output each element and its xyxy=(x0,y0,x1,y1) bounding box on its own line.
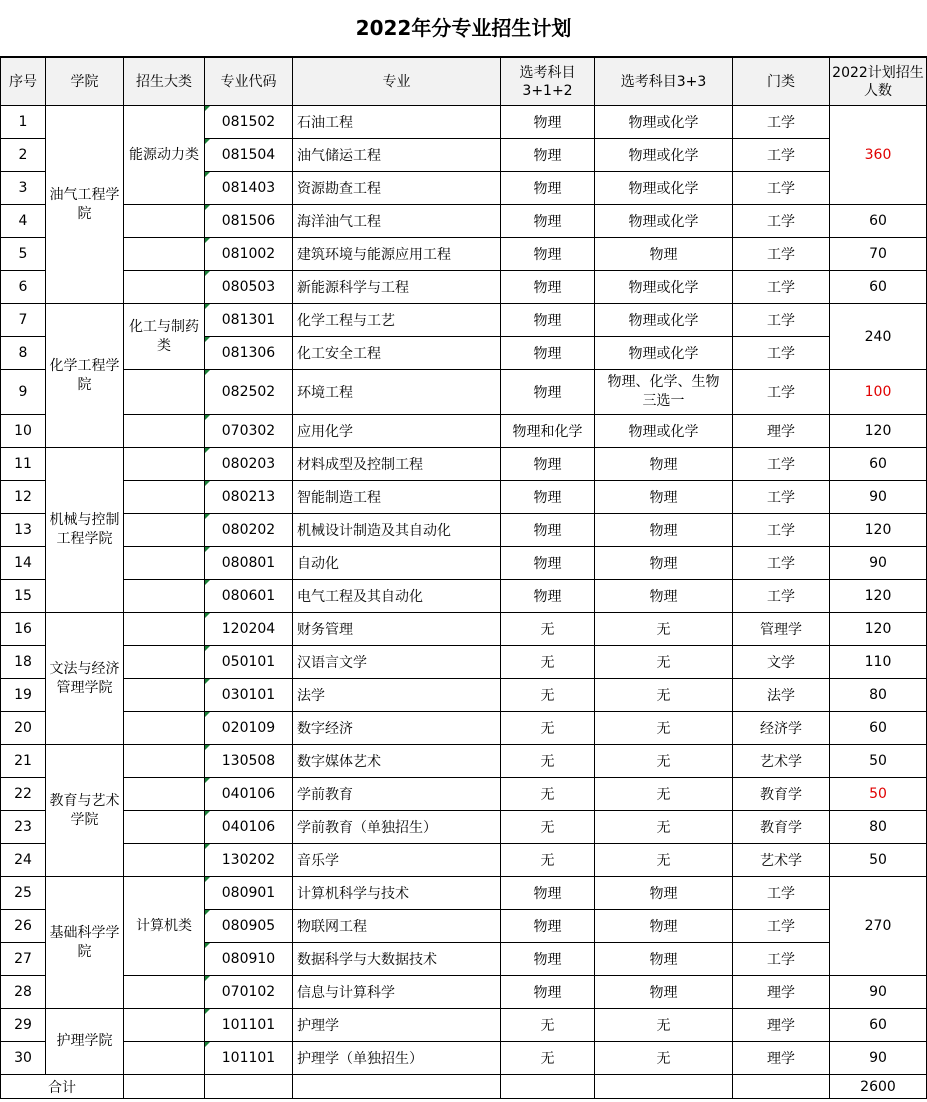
cell-category-empty xyxy=(124,1042,205,1075)
cell-code: 080801 xyxy=(205,547,293,580)
cell-seq: 20 xyxy=(1,712,46,745)
cell-major: 化学工程与工艺 xyxy=(293,304,501,337)
cell-category-empty xyxy=(124,514,205,547)
cell-plan: 240 xyxy=(830,304,927,370)
cell-subject-33: 无 xyxy=(595,679,733,712)
cell-college: 油气工程学院 xyxy=(46,106,124,304)
cell-code: 050101 xyxy=(205,646,293,679)
cell-subject-312: 物理 xyxy=(501,514,595,547)
header-row xyxy=(1,58,927,106)
cell-plan: 80 xyxy=(830,811,927,844)
cell-category-empty xyxy=(124,613,205,646)
cell-category-empty xyxy=(124,811,205,844)
cell-seq: 12 xyxy=(1,481,46,514)
cell-major: 环境工程 xyxy=(293,370,501,415)
cell-seq: 3 xyxy=(1,172,46,205)
cell-subject-312: 物理 xyxy=(501,580,595,613)
total-row xyxy=(1,1075,927,1099)
cell-category: 计算机类 xyxy=(124,877,205,976)
cell-seq: 15 xyxy=(1,580,46,613)
cell-subject-33: 物理 xyxy=(595,910,733,943)
cell-subject-312: 物理 xyxy=(501,238,595,271)
cell-code: 081504 xyxy=(205,139,293,172)
header-discipline: 门类 xyxy=(733,58,830,106)
cell-seq: 22 xyxy=(1,778,46,811)
cell-discipline: 工学 xyxy=(733,238,830,271)
table-row xyxy=(1,844,927,877)
table-row xyxy=(1,811,927,844)
cell-college: 化学工程学院 xyxy=(46,304,124,448)
cell-seq: 24 xyxy=(1,844,46,877)
cell-code: 080213 xyxy=(205,481,293,514)
cell-major: 财务管理 xyxy=(293,613,501,646)
cell-discipline: 理学 xyxy=(733,1009,830,1042)
cell-discipline: 工学 xyxy=(733,304,830,337)
cell-code: 082502 xyxy=(205,370,293,415)
cell-college: 机械与控制工程学院 xyxy=(46,448,124,613)
cell-subject-33: 物理或化学 xyxy=(595,139,733,172)
total-empty xyxy=(595,1075,733,1099)
cell-subject-33: 无 xyxy=(595,745,733,778)
cell-seq: 26 xyxy=(1,910,46,943)
cell-subject-312: 物理 xyxy=(501,337,595,370)
table-row xyxy=(1,238,927,271)
cell-category-empty xyxy=(124,976,205,1009)
cell-college: 护理学院 xyxy=(46,1009,124,1075)
cell-subject-33: 物理 xyxy=(595,238,733,271)
cell-category-empty xyxy=(124,415,205,448)
cell-discipline: 理学 xyxy=(733,1042,830,1075)
cell-category-empty xyxy=(124,205,205,238)
header-subject-312: 选考科目3+1+2 xyxy=(501,58,595,106)
cell-major: 信息与计算科学 xyxy=(293,976,501,1009)
cell-plan: 90 xyxy=(830,481,927,514)
cell-discipline: 教育学 xyxy=(733,811,830,844)
cell-seq: 19 xyxy=(1,679,46,712)
header-code: 专业代码 xyxy=(205,58,293,106)
cell-category-empty xyxy=(124,547,205,580)
cell-category-empty xyxy=(124,580,205,613)
cell-plan: 120 xyxy=(830,415,927,448)
table-row xyxy=(1,304,927,337)
cell-major: 学前教育 xyxy=(293,778,501,811)
cell-code: 080910 xyxy=(205,943,293,976)
cell-major: 建筑环境与能源应用工程 xyxy=(293,238,501,271)
cell-major: 石油工程 xyxy=(293,106,501,139)
cell-subject-33: 物理 xyxy=(595,877,733,910)
cell-code: 080905 xyxy=(205,910,293,943)
cell-category-empty xyxy=(124,238,205,271)
cell-subject-33: 物理 xyxy=(595,547,733,580)
cell-category: 能源动力类 xyxy=(124,106,205,205)
cell-major: 应用化学 xyxy=(293,415,501,448)
total-empty xyxy=(501,1075,595,1099)
cell-major: 智能制造工程 xyxy=(293,481,501,514)
cell-subject-312: 物理 xyxy=(501,976,595,1009)
cell-code: 081002 xyxy=(205,238,293,271)
cell-subject-33: 物理或化学 xyxy=(595,415,733,448)
cell-seq: 7 xyxy=(1,304,46,337)
enrollment-plan-table xyxy=(0,57,927,1099)
cell-seq: 13 xyxy=(1,514,46,547)
cell-major: 自动化 xyxy=(293,547,501,580)
table-row xyxy=(1,679,927,712)
cell-category-empty xyxy=(124,1009,205,1042)
cell-major: 新能源科学与工程 xyxy=(293,271,501,304)
cell-discipline: 管理学 xyxy=(733,613,830,646)
cell-seq: 18 xyxy=(1,646,46,679)
cell-major: 化工安全工程 xyxy=(293,337,501,370)
cell-major: 汉语言文学 xyxy=(293,646,501,679)
cell-major: 资源勘查工程 xyxy=(293,172,501,205)
total-empty xyxy=(205,1075,293,1099)
cell-subject-312: 物理和化学 xyxy=(501,415,595,448)
cell-plan: 90 xyxy=(830,976,927,1009)
cell-plan: 50 xyxy=(830,745,927,778)
cell-plan: 110 xyxy=(830,646,927,679)
cell-plan: 60 xyxy=(830,712,927,745)
cell-discipline: 经济学 xyxy=(733,712,830,745)
cell-discipline: 工学 xyxy=(733,514,830,547)
cell-subject-312: 物理 xyxy=(501,271,595,304)
cell-plan: 90 xyxy=(830,547,927,580)
cell-subject-33: 无 xyxy=(595,778,733,811)
cell-plan: 120 xyxy=(830,580,927,613)
cell-subject-312: 无 xyxy=(501,679,595,712)
table-row xyxy=(1,580,927,613)
cell-subject-33: 无 xyxy=(595,712,733,745)
cell-plan: 80 xyxy=(830,679,927,712)
cell-major: 音乐学 xyxy=(293,844,501,877)
cell-subject-312: 无 xyxy=(501,1042,595,1075)
cell-seq: 5 xyxy=(1,238,46,271)
cell-code: 030101 xyxy=(205,679,293,712)
cell-discipline: 艺术学 xyxy=(733,745,830,778)
cell-subject-33: 无 xyxy=(595,811,733,844)
cell-subject-33: 无 xyxy=(595,844,733,877)
cell-code: 040106 xyxy=(205,811,293,844)
cell-major: 电气工程及其自动化 xyxy=(293,580,501,613)
cell-plan: 100 xyxy=(830,370,927,415)
cell-plan: 60 xyxy=(830,1009,927,1042)
cell-category-empty xyxy=(124,646,205,679)
cell-major: 护理学 xyxy=(293,1009,501,1042)
cell-subject-312: 物理 xyxy=(501,547,595,580)
cell-major: 计算机科学与技术 xyxy=(293,877,501,910)
cell-seq: 21 xyxy=(1,745,46,778)
cell-seq: 23 xyxy=(1,811,46,844)
cell-major: 数据科学与大数据技术 xyxy=(293,943,501,976)
cell-subject-33: 物理、化学、生物三选一 xyxy=(595,370,733,415)
cell-subject-33: 物理 xyxy=(595,514,733,547)
cell-discipline: 理学 xyxy=(733,415,830,448)
cell-subject-33: 无 xyxy=(595,1009,733,1042)
cell-code: 081301 xyxy=(205,304,293,337)
cell-subject-312: 物理 xyxy=(501,205,595,238)
cell-plan: 60 xyxy=(830,448,927,481)
cell-code: 101101 xyxy=(205,1009,293,1042)
cell-seq: 16 xyxy=(1,613,46,646)
cell-subject-33: 无 xyxy=(595,1042,733,1075)
cell-plan: 50 xyxy=(830,778,927,811)
cell-subject-312: 物理 xyxy=(501,448,595,481)
cell-category: 化工与制药类 xyxy=(124,304,205,370)
cell-subject-33: 物理 xyxy=(595,448,733,481)
cell-seq: 8 xyxy=(1,337,46,370)
cell-subject-312: 物理 xyxy=(501,370,595,415)
cell-plan: 360 xyxy=(830,106,927,205)
cell-plan: 50 xyxy=(830,844,927,877)
cell-major: 海洋油气工程 xyxy=(293,205,501,238)
cell-subject-312: 物理 xyxy=(501,106,595,139)
cell-college: 文法与经济管理学院 xyxy=(46,613,124,745)
header-college: 学院 xyxy=(46,58,124,106)
table-row xyxy=(1,745,927,778)
cell-category-empty xyxy=(124,271,205,304)
table-row xyxy=(1,106,927,139)
cell-code: 081506 xyxy=(205,205,293,238)
table-row xyxy=(1,415,927,448)
cell-major: 学前教育（单独招生） xyxy=(293,811,501,844)
cell-subject-312: 物理 xyxy=(501,943,595,976)
cell-subject-312: 无 xyxy=(501,1009,595,1042)
total-empty xyxy=(124,1075,205,1099)
cell-subject-312: 物理 xyxy=(501,877,595,910)
cell-college: 基础科学学院 xyxy=(46,877,124,1009)
cell-subject-312: 物理 xyxy=(501,910,595,943)
cell-subject-33: 物理 xyxy=(595,943,733,976)
cell-subject-312: 物理 xyxy=(501,139,595,172)
cell-major: 数字媒体艺术 xyxy=(293,745,501,778)
cell-discipline: 工学 xyxy=(733,448,830,481)
cell-subject-33: 物理 xyxy=(595,481,733,514)
page-title: 2022年分专业招生计划 xyxy=(0,0,927,57)
cell-seq: 11 xyxy=(1,448,46,481)
cell-subject-33: 物理或化学 xyxy=(595,271,733,304)
cell-major: 物联网工程 xyxy=(293,910,501,943)
table-row xyxy=(1,481,927,514)
cell-discipline: 工学 xyxy=(733,106,830,139)
total-value: 2600 xyxy=(830,1075,927,1099)
cell-discipline: 工学 xyxy=(733,580,830,613)
cell-plan: 270 xyxy=(830,877,927,976)
cell-discipline: 工学 xyxy=(733,139,830,172)
cell-subject-33: 物理 xyxy=(595,580,733,613)
cell-discipline: 工学 xyxy=(733,877,830,910)
cell-code: 120204 xyxy=(205,613,293,646)
cell-major: 护理学（单独招生） xyxy=(293,1042,501,1075)
table-row xyxy=(1,271,927,304)
cell-category-empty xyxy=(124,481,205,514)
cell-subject-33: 物理或化学 xyxy=(595,106,733,139)
table-row xyxy=(1,205,927,238)
cell-subject-312: 无 xyxy=(501,613,595,646)
cell-subject-33: 无 xyxy=(595,613,733,646)
cell-major: 机械设计制造及其自动化 xyxy=(293,514,501,547)
cell-code: 070102 xyxy=(205,976,293,1009)
cell-subject-312: 物理 xyxy=(501,304,595,337)
cell-subject-33: 物理 xyxy=(595,976,733,1009)
cell-category-empty xyxy=(124,448,205,481)
cell-discipline: 艺术学 xyxy=(733,844,830,877)
cell-seq: 6 xyxy=(1,271,46,304)
cell-seq: 4 xyxy=(1,205,46,238)
cell-code: 081306 xyxy=(205,337,293,370)
cell-plan: 90 xyxy=(830,1042,927,1075)
cell-category-empty xyxy=(124,370,205,415)
cell-code: 080601 xyxy=(205,580,293,613)
cell-category-empty xyxy=(124,745,205,778)
table-row xyxy=(1,1042,927,1075)
cell-seq: 9 xyxy=(1,370,46,415)
cell-code: 080203 xyxy=(205,448,293,481)
cell-code: 040106 xyxy=(205,778,293,811)
cell-subject-33: 无 xyxy=(595,646,733,679)
cell-discipline: 工学 xyxy=(733,271,830,304)
cell-discipline: 法学 xyxy=(733,679,830,712)
table-row xyxy=(1,370,927,415)
total-label: 合计 xyxy=(1,1075,124,1099)
header-plan: 2022计划招生人数 xyxy=(830,58,927,106)
cell-category-empty xyxy=(124,712,205,745)
cell-subject-312: 无 xyxy=(501,745,595,778)
cell-subject-312: 无 xyxy=(501,646,595,679)
total-empty xyxy=(733,1075,830,1099)
header-subject-33: 选考科目3+3 xyxy=(595,58,733,106)
cell-code: 130202 xyxy=(205,844,293,877)
cell-subject-312: 无 xyxy=(501,844,595,877)
cell-major: 数字经济 xyxy=(293,712,501,745)
cell-plan: 60 xyxy=(830,271,927,304)
cell-discipline: 工学 xyxy=(733,172,830,205)
cell-plan: 120 xyxy=(830,514,927,547)
cell-code: 101101 xyxy=(205,1042,293,1075)
table-row xyxy=(1,1009,927,1042)
cell-subject-312: 无 xyxy=(501,778,595,811)
cell-category-empty xyxy=(124,778,205,811)
cell-category-empty xyxy=(124,844,205,877)
cell-subject-33: 物理或化学 xyxy=(595,172,733,205)
cell-discipline: 教育学 xyxy=(733,778,830,811)
cell-code: 020109 xyxy=(205,712,293,745)
table-row xyxy=(1,976,927,1009)
cell-discipline: 文学 xyxy=(733,646,830,679)
cell-discipline: 工学 xyxy=(733,370,830,415)
cell-discipline: 工学 xyxy=(733,205,830,238)
cell-seq: 10 xyxy=(1,415,46,448)
total-empty xyxy=(293,1075,501,1099)
cell-subject-33: 物理或化学 xyxy=(595,304,733,337)
cell-code: 080901 xyxy=(205,877,293,910)
table-row xyxy=(1,778,927,811)
table-row xyxy=(1,712,927,745)
table-row xyxy=(1,877,927,910)
cell-code: 080202 xyxy=(205,514,293,547)
cell-subject-312: 无 xyxy=(501,811,595,844)
cell-discipline: 工学 xyxy=(733,910,830,943)
cell-code: 130508 xyxy=(205,745,293,778)
cell-major: 油气储运工程 xyxy=(293,139,501,172)
cell-code: 081403 xyxy=(205,172,293,205)
cell-subject-312: 物理 xyxy=(501,172,595,205)
cell-subject-312: 无 xyxy=(501,712,595,745)
cell-seq: 25 xyxy=(1,877,46,910)
header-seq: 序号 xyxy=(1,58,46,106)
table-row xyxy=(1,547,927,580)
cell-seq: 29 xyxy=(1,1009,46,1042)
table-row xyxy=(1,646,927,679)
cell-major: 材料成型及控制工程 xyxy=(293,448,501,481)
cell-subject-33: 物理或化学 xyxy=(595,205,733,238)
cell-seq: 27 xyxy=(1,943,46,976)
header-major: 专业 xyxy=(293,58,501,106)
cell-discipline: 工学 xyxy=(733,337,830,370)
header-category: 招生大类 xyxy=(124,58,205,106)
cell-discipline: 工学 xyxy=(733,481,830,514)
cell-major: 法学 xyxy=(293,679,501,712)
cell-plan: 120 xyxy=(830,613,927,646)
cell-plan: 60 xyxy=(830,205,927,238)
cell-discipline: 工学 xyxy=(733,943,830,976)
cell-subject-33: 物理或化学 xyxy=(595,337,733,370)
cell-code: 081502 xyxy=(205,106,293,139)
cell-seq: 1 xyxy=(1,106,46,139)
cell-plan: 70 xyxy=(830,238,927,271)
cell-subject-312: 物理 xyxy=(501,481,595,514)
table-row xyxy=(1,448,927,481)
cell-discipline: 理学 xyxy=(733,976,830,1009)
cell-category-empty xyxy=(124,679,205,712)
cell-code: 070302 xyxy=(205,415,293,448)
cell-seq: 2 xyxy=(1,139,46,172)
cell-discipline: 工学 xyxy=(733,547,830,580)
cell-seq: 30 xyxy=(1,1042,46,1075)
cell-seq: 28 xyxy=(1,976,46,1009)
cell-seq: 14 xyxy=(1,547,46,580)
cell-code: 080503 xyxy=(205,271,293,304)
cell-college: 教育与艺术学院 xyxy=(46,745,124,877)
table-row xyxy=(1,514,927,547)
table-row xyxy=(1,613,927,646)
